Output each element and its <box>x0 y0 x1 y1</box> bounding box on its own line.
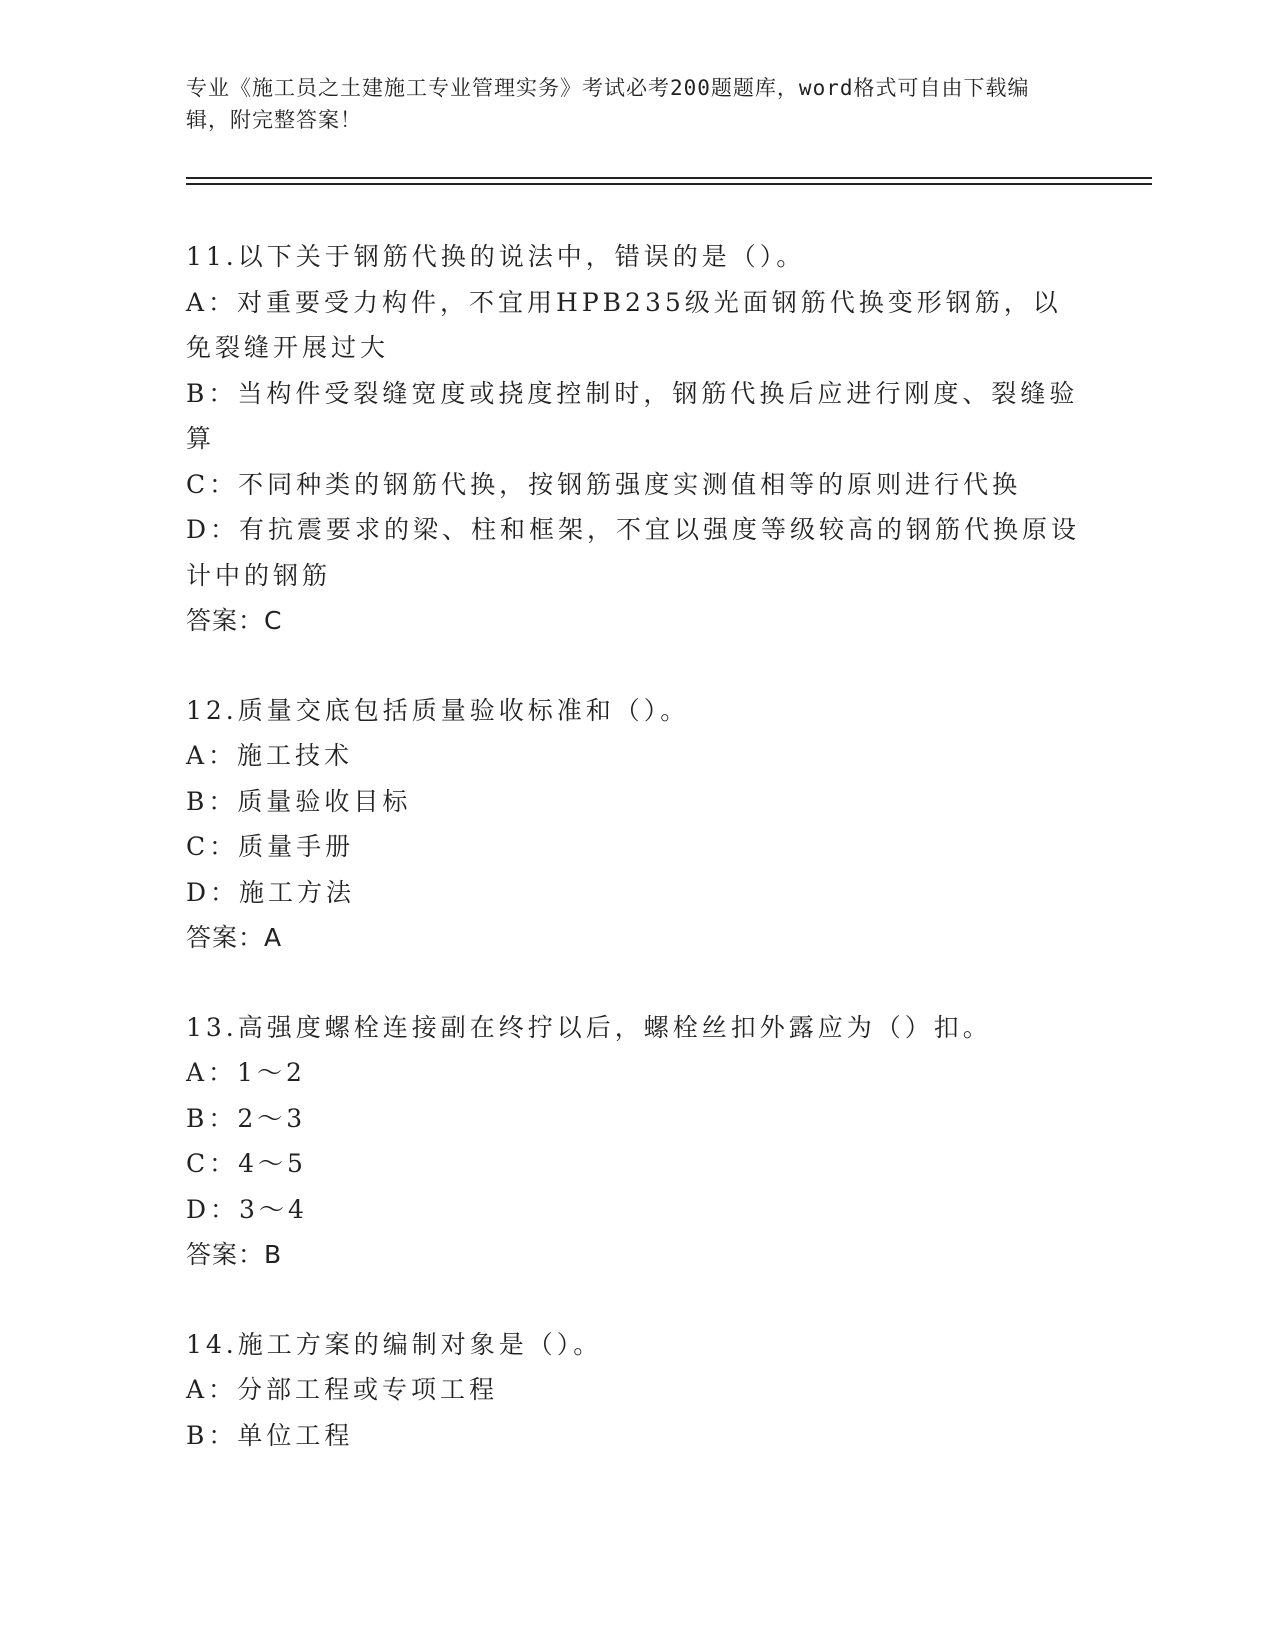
answer: 答案：A <box>186 923 283 952</box>
header-rule-bottom <box>186 183 1152 185</box>
header-rule-top <box>186 177 1152 179</box>
option-a: A：施工技术 <box>186 741 354 770</box>
option-d: D：3～4 <box>186 1194 308 1224</box>
option-b: B：当构件受裂缝宽度或挠度控制时，钢筋代换后应进行刚度、裂缝验算 <box>186 378 1079 453</box>
question-12 <box>186 688 1086 961</box>
option-b: B：单位工程 <box>186 1420 354 1450</box>
option-d: D：施工方法 <box>186 877 356 907</box>
question-11 <box>186 234 1086 644</box>
option-c: C：4～5 <box>186 1149 307 1178</box>
option-b: B：质量验收目标 <box>186 786 412 816</box>
answer: 答案：C <box>186 606 283 635</box>
question-stem: 13.高强度螺栓连接副在终拧以后，螺栓丝扣外露应为（）扣。 <box>186 1012 992 1042</box>
document-header: 专业《施工员之土建施工专业管理实务》考试必考200题题库，word格式可自由下载编辑，附完整答案！ <box>186 76 1030 132</box>
question-stem: 14.施工方案的编制对象是（）。 <box>186 1329 603 1359</box>
answer: 答案：B <box>186 1240 283 1269</box>
option-a: A：分部工程或专项工程 <box>186 1375 499 1404</box>
option-c: C：质量手册 <box>186 832 355 861</box>
question-stem: 11.以下关于钢筋代换的说法中，错误的是（）。 <box>186 242 806 271</box>
question-14 <box>186 1322 1086 1459</box>
option-d: D：有抗震要求的梁、柱和框架，不宜以强度等级较高的钢筋代换原设计中的钢筋 <box>186 515 1081 590</box>
question-stem: 12.质量交底包括质量验收标准和（）。 <box>186 695 690 725</box>
option-b: B：2～3 <box>186 1103 307 1133</box>
option-a: A：对重要受力构件，不宜用HPB235级光面钢筋代换变形钢筋，以免裂缝开展过大 <box>186 287 1062 362</box>
option-a: A：1～2 <box>186 1058 306 1087</box>
question-list <box>186 234 1086 1502</box>
question-13 <box>186 1005 1086 1278</box>
option-c: C：不同种类的钢筋代换，按钢筋强度实测值相等的原则进行代换 <box>186 469 1022 499</box>
